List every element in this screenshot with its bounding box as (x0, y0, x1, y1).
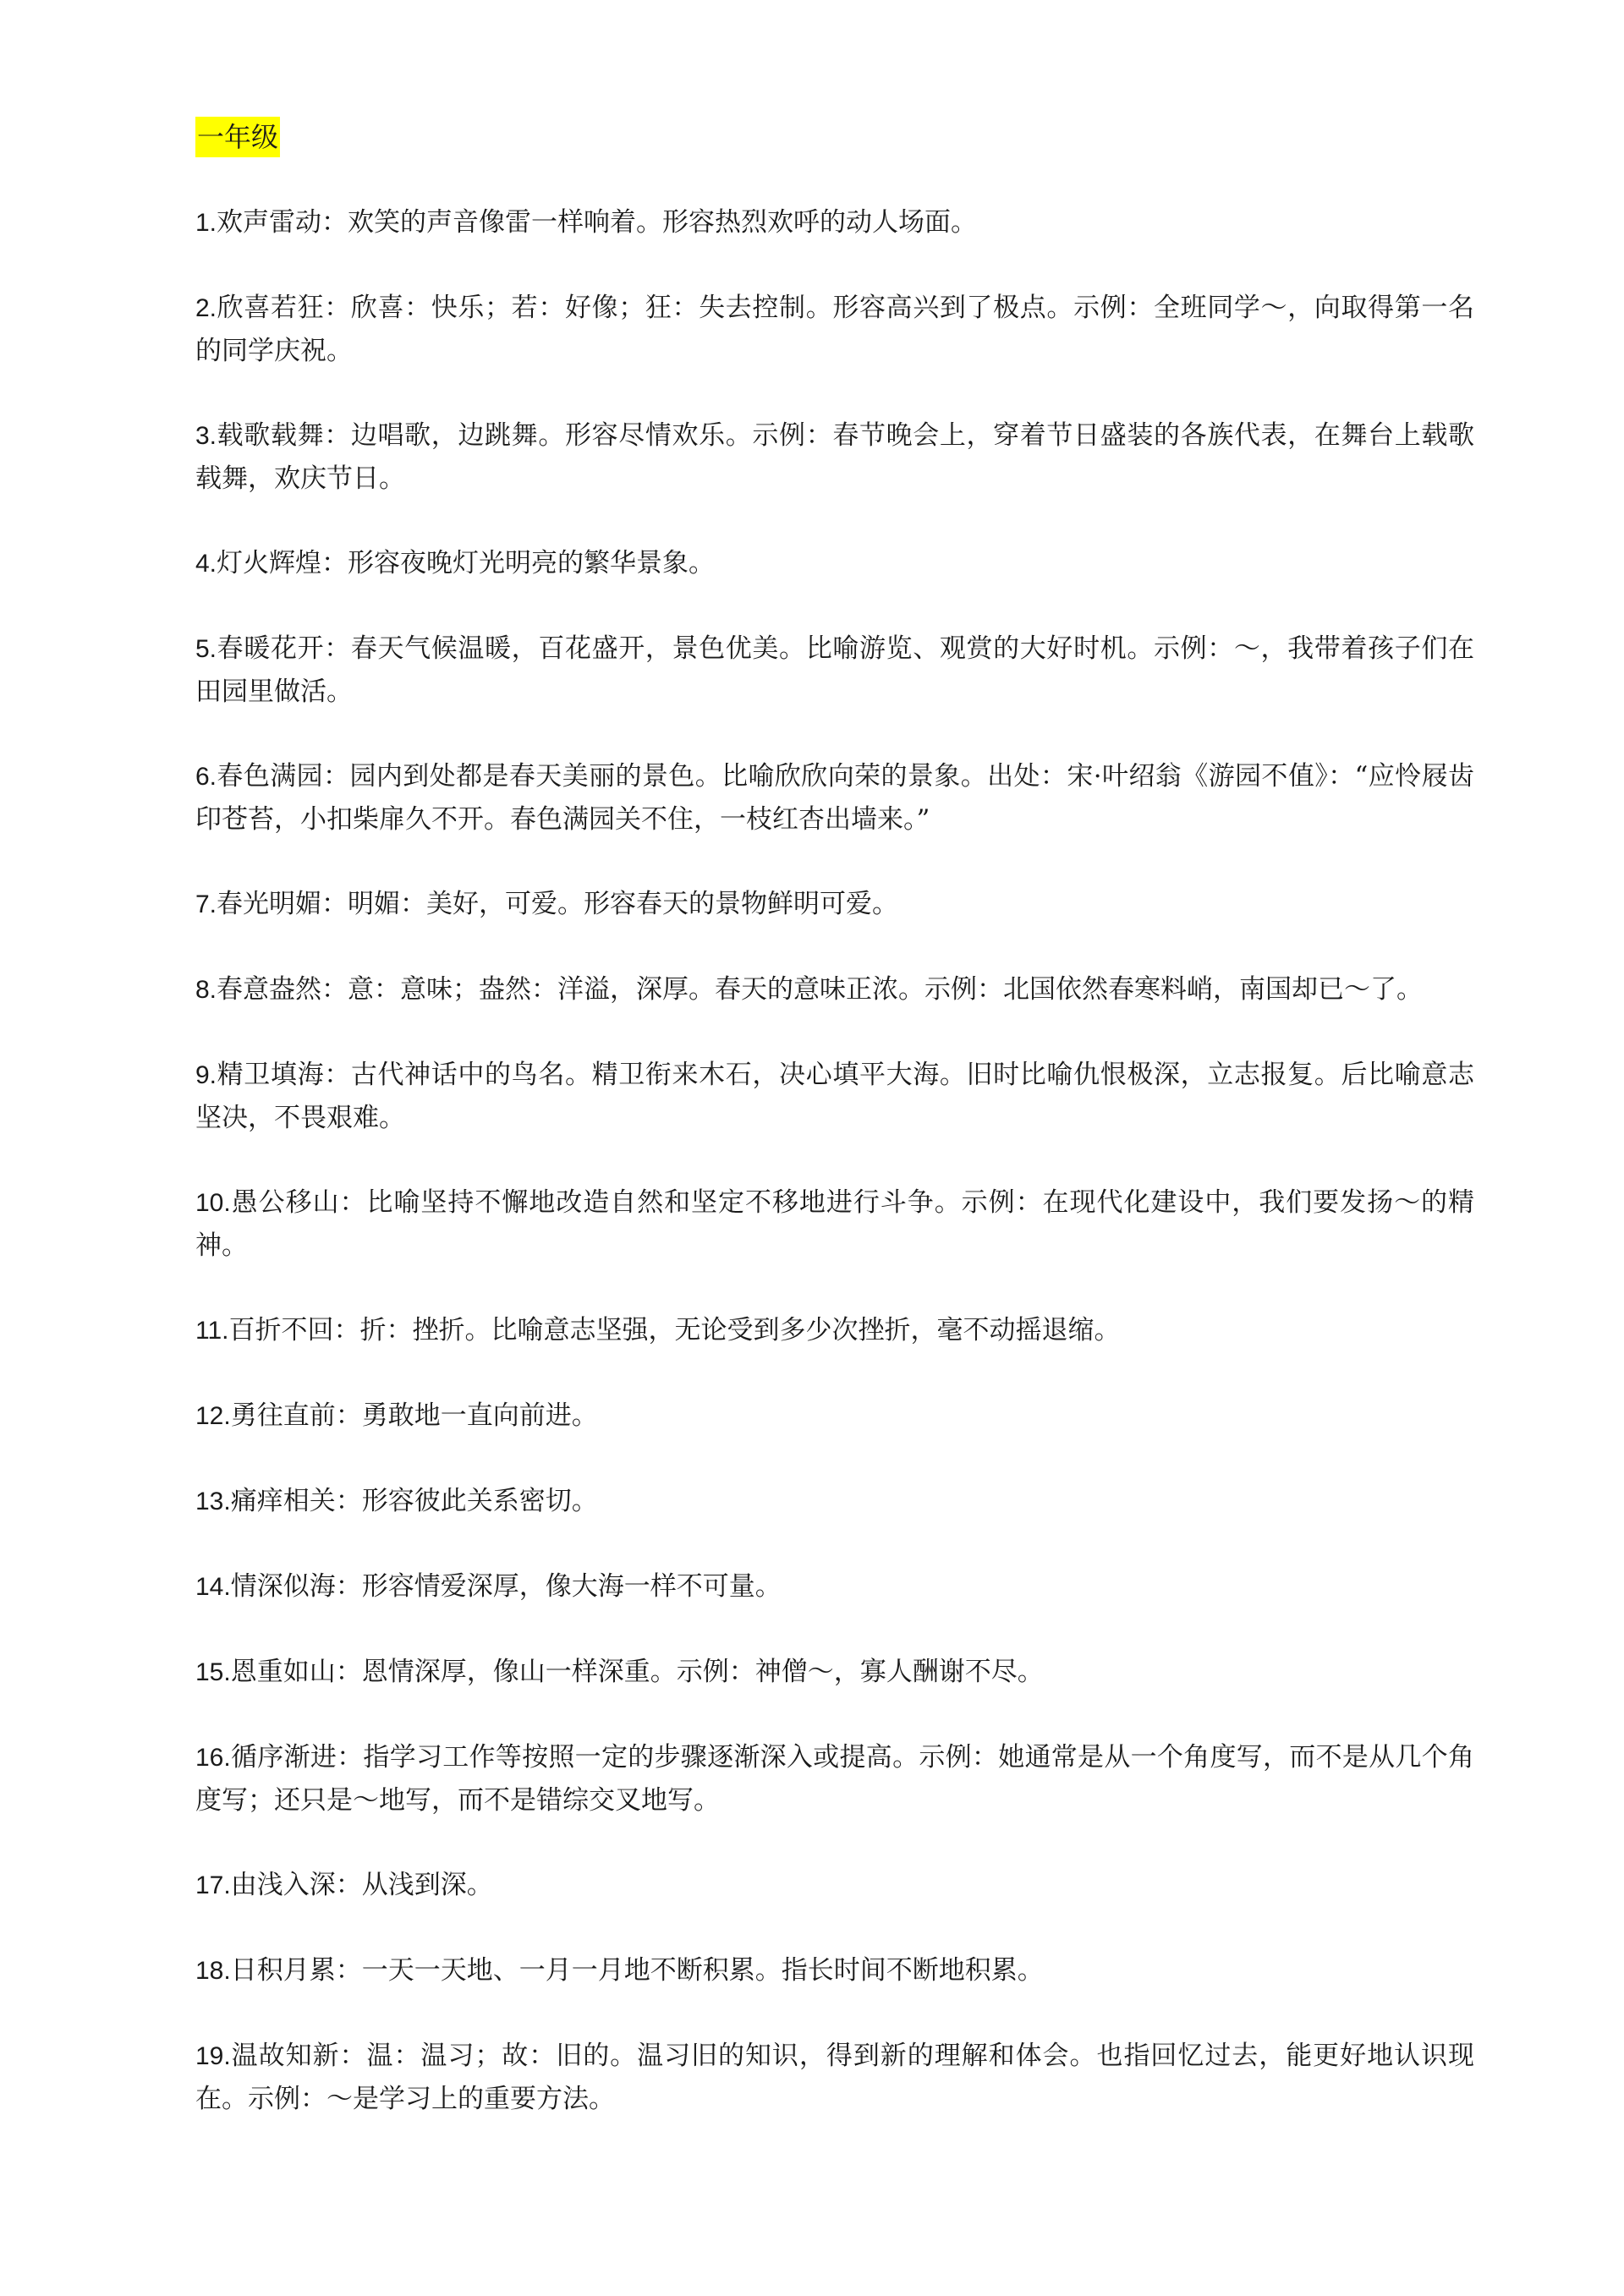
entry-number: 16. (195, 1744, 231, 1772)
idiom-entry (195, 968, 1474, 1011)
entry-text: 日积月累：一天一天地、一月一月地不断积累。指长时间不断地积累。 (230, 1955, 1044, 1986)
idiom-entry (195, 287, 1474, 372)
idiom-entry (195, 542, 1474, 585)
idiom-entry (195, 1309, 1474, 1352)
idiom-entry (195, 414, 1474, 500)
entry-text: 愚公移山：比喻坚持不懈地改造自然和坚定不移地进行斗争。示例：在现代化建设中，我们要发扬～的精神。 (195, 1187, 1474, 1261)
entry-number: 3. (195, 422, 217, 450)
grade-heading: 一年级 (195, 117, 280, 157)
entry-number: 17. (195, 1871, 231, 1899)
entry-text: 灯火辉煌：形容夜晚灯光明亮的繁华景象。 (217, 548, 716, 578)
entry-number: 10. (195, 1189, 231, 1217)
idiom-entry (195, 627, 1474, 713)
idiom-entry (195, 1736, 1474, 1822)
entry-number: 14. (195, 1573, 231, 1601)
entry-text: 载歌载舞：边唱歌，边跳舞。形容尽情欢乐。示例：春节晚会上，穿着节日盛装的各族代表，在舞台上载歌载舞，欢庆节日。 (195, 420, 1474, 494)
entry-text: 情深似海：形容情爱深厚，像大海一样不可量。 (230, 1571, 782, 1602)
entry-number: 5. (195, 635, 217, 663)
idiom-entry (195, 755, 1474, 841)
entry-text: 春光明媚：明媚：美好，可爱。形容春天的景物鲜明可爱。 (217, 889, 899, 919)
entry-text: 循序渐进：指学习工作等按照一定的步骤逐渐深入或提高。示例：她通常是从一个角度写，而不是从几个角度写；还只是～地写，而不是错综交叉地写。 (195, 1742, 1474, 1816)
entry-number: 13. (195, 1488, 231, 1515)
entry-text: 痛痒相关：形容彼此关系密切。 (230, 1486, 598, 1516)
entry-text: 春色满园：园内到处都是春天美丽的景色。比喻欣欣向荣的景象。出处：宋·叶绍翁《游园不值》：“应怜屐齿印苍苔，小扣柴扉久不开。春色满园关不住，一枝红杏出墙来。” (195, 761, 1474, 835)
entry-number: 7. (195, 890, 217, 918)
entry-number: 18. (195, 1957, 231, 1985)
document-page (195, 117, 1474, 2162)
entry-number: 19. (195, 2042, 231, 2070)
entry-text: 精卫填海：古代神话中的鸟名。精卫衔来木石，决心填平大海。旧时比喻仇恨极深，立志报复。后比喻意志坚决，不畏艰难。 (195, 1060, 1474, 1133)
idiom-list (195, 201, 1474, 2120)
entry-text: 欢声雷动：欢笑的声音像雷一样响着。形容热烈欢呼的动人场面。 (217, 207, 978, 238)
entry-text: 百折不回：折：挫折。比喻意志坚强，无论受到多少次挫折，毫不动摇退缩。 (228, 1315, 1121, 1345)
idiom-entry (195, 1949, 1474, 1992)
entry-text: 春意盎然：意：意味；盎然：洋溢，深厚。春天的意味正浓。示例：北国依然春寒料峭，南国却已～了。 (217, 974, 1424, 1005)
idiom-entry (195, 1395, 1474, 1438)
entry-number: 15. (195, 1658, 231, 1686)
idiom-entry (195, 1565, 1474, 1608)
entry-text: 恩重如山：恩情深厚，像山一样深重。示例：神僧～，寡人酬谢不尽。 (230, 1657, 1044, 1687)
entry-number: 12. (195, 1402, 231, 1430)
idiom-entry (195, 1480, 1474, 1523)
idiom-entry (195, 201, 1474, 244)
idiom-entry (195, 2035, 1474, 2120)
idiom-entry (195, 883, 1474, 926)
entry-text: 春暖花开：春天气候温暖，百花盛开，景色优美。比喻游览、观赏的大好时机。示例：～，我带着孩子们在田园里做活。 (195, 633, 1474, 707)
entry-number: 6. (195, 763, 217, 791)
entry-number: 9. (195, 1061, 217, 1089)
entry-number: 4. (195, 550, 217, 578)
idiom-entry (195, 1054, 1474, 1139)
entry-number: 8. (195, 976, 217, 1004)
idiom-entry (195, 1181, 1474, 1267)
entry-text: 欣喜若狂：欣喜：快乐；若：好像；狂：失去控制。形容高兴到了极点。示例：全班同学～，向取得第一名的同学庆祝。 (195, 293, 1474, 366)
entry-text: 勇往直前：勇敢地一直向前进。 (230, 1400, 598, 1431)
idiom-entry (195, 1651, 1474, 1694)
entry-number: 11. (195, 1317, 229, 1345)
idiom-entry (195, 1864, 1474, 1907)
entry-number: 2. (195, 294, 217, 322)
entry-text: 温故知新：温：温习；故：旧的。温习旧的知识，得到新的理解和体会。也指回忆过去，能更好地认识现在。示例：～是学习上的重要方法。 (195, 2041, 1474, 2114)
entry-text: 由浅入深：从浅到深。 (230, 1870, 493, 1900)
entry-number: 1. (195, 209, 217, 237)
